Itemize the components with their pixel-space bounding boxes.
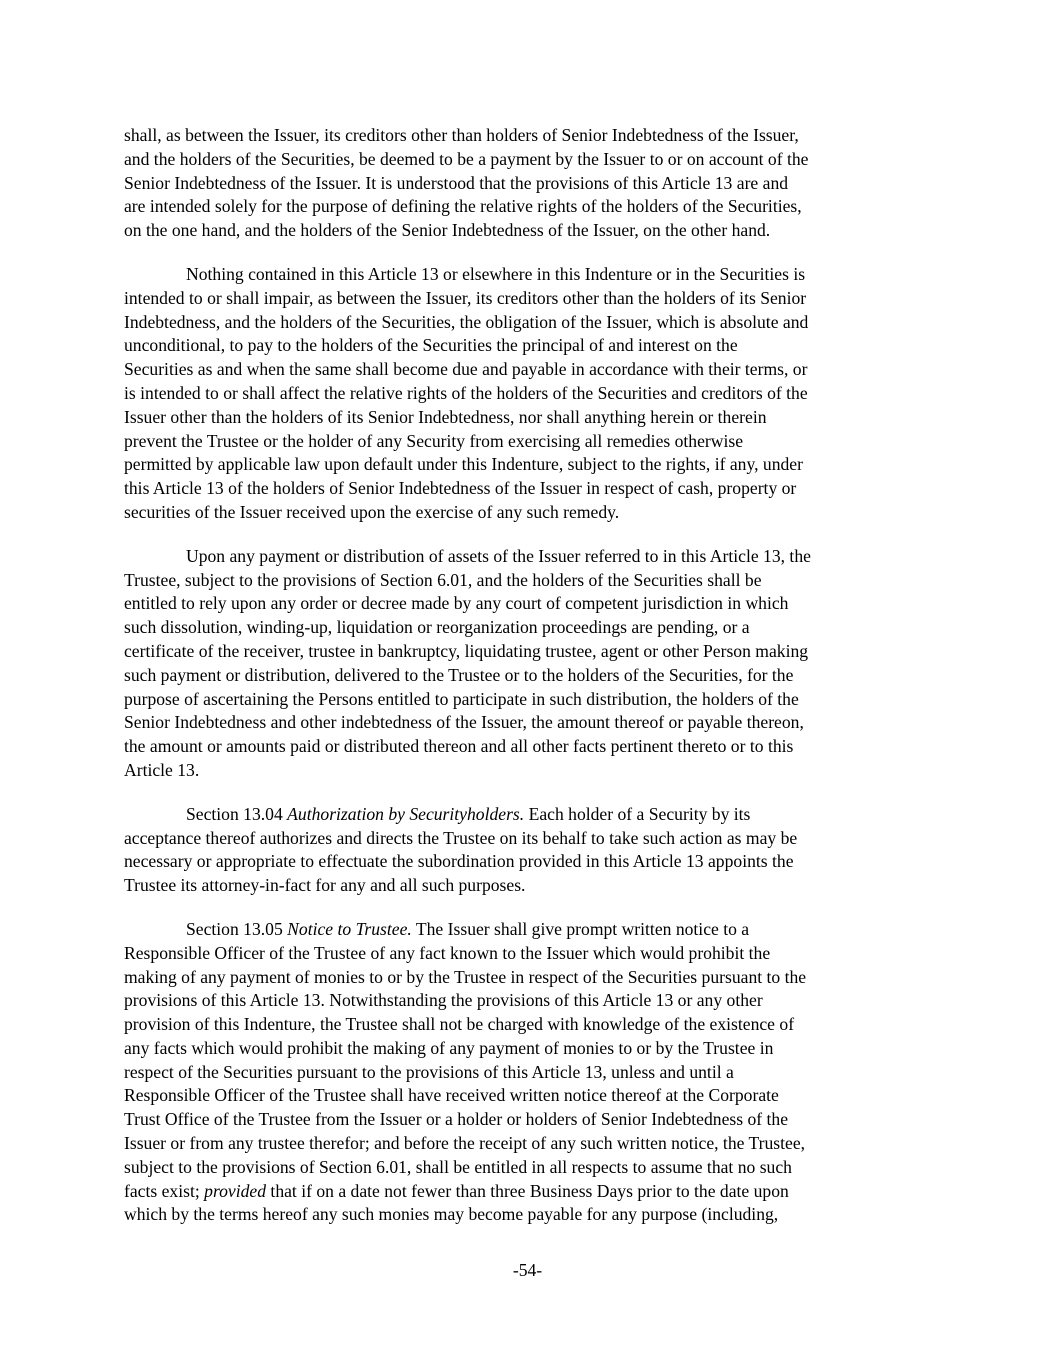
paragraph-nothing-contained: Nothing contained in this Article 13 or elsewhere in this Indenture or in the Securities is intended to or shall impair, as between the Issuer, its creditors other than the holders of its Senior Indebtedness, and the holders of the Securities, the obligation of the Issuer, which is absolute and unconditional, to pay to the holders of the Securities the principal of and interest on the Securities as and when the same shall become due and payable in accordance with their terms, or is intended to or shall affect the relative rights of the holders of the Securities and creditors of the Issuer other than the holders of its Senior Indebtedness, nor shall anything herein or therein prevent the Trustee or the holder of any Security from exercising all remedies otherwise permitted by applicable law upon default under this Indenture, subject to the rights, if any, under this Article 13 of the holders of Senior Indebtedness of the Issuer in respect of cash, property or securities of the Issuer received upon the exercise of any such remedy. (124, 263, 809, 522)
section-13-05-title: Notice to Trustee. (287, 918, 412, 939)
document-page (124, 124, 934, 1247)
section-13-04-body: Each holder of a Security by its acceptance thereof authorizes and directs the Trustee on its behalf to take such action as may be necessary or appropriate to effectuate the subordination provided in this Article 13 appoints the Trustee its attorney-in-fact for any and all such purposes. (124, 803, 798, 896)
provided-italic-word: provided (204, 1180, 267, 1201)
section-13-04-paragraph (124, 803, 934, 898)
paragraph-continuation: shall, as between the Issuer, its creditors other than holders of Senior Indebtedness of the Issuer, and the holders of the Securities, be deemed to be a payment by the Issuer to or on account of the Senior Indebtedness of the Issuer. It is understood that the provisions of this Article 13 are and are intended solely for the purpose of defining the relative rights of the holders of the Securities, on the one hand, and the holders of the Senior Indebtedness of the Issuer, on the other hand. (124, 125, 809, 241)
section-13-05-number: Section 13.05 (186, 918, 283, 939)
section-13-05-body-after: that if on a date not fewer than three Business Days prior to the date upon which by the terms hereof any such monies may become payable for any purpose (including, (124, 1180, 789, 1225)
section-13-04-title: Authorization by Securityholders. (287, 803, 525, 824)
paragraph-upon-payment: Upon any payment or distribution of assets of the Issuer referred to in this Article 13, the Trustee, subject to the provisions of Section 6.01, and the holders of the Securities shall be entitled to rely upon any order or decree made by any court of competent jurisdiction in which such dissolution, winding-up, liquidation or reorganization proceedings are pending, or a certificate of the receiver, trustee in bankruptcy, liquidating trustee, agent or other Person making such payment or distribution, delivered to the Trustee or to the holders of the Securities, for the purpose of ascertaining the Persons entitled to participate in such distribution, the holders of the Senior Indebtedness and other indebtedness of the Issuer, the amount thereof or payable thereon, the amount or amounts paid or distributed thereon and all other facts pertinent thereto or to this Article 13. (124, 545, 811, 780)
section-13-05-body-before: The Issuer shall give prompt written notice to a Responsible Officer of the Trustee of any fact known to the Issuer which would prohibit the making of any payment of monies to or by the Trustee in respect of the Securities pursuant to the provisions of this Article 13. Notwithstanding the provisions of this Article 13 or any other provision of this Indenture, the Trustee shall not be charged with knowledge of the existence of any facts which would prohibit the making of any payment of monies to or by the Trustee in respect of the Securities pursuant to the provisions of this Article 13, unless and until a Responsible Officer of the Trustee shall have received written notice thereof at the Corporate Trust Office of the Trustee from the Issuer or a holder or holders of Senior Indebtedness of the Issuer or from any trustee therefor; and before the receipt of any such written notice, the Trustee, subject to the provisions of Section 6.01, shall be entitled in all respects to assume that no such facts exist; (124, 918, 807, 1201)
page-number: -54- (512, 1260, 543, 1280)
section-13-05-paragraph (124, 918, 934, 1227)
section-13-04-number: Section 13.04 (186, 803, 283, 824)
